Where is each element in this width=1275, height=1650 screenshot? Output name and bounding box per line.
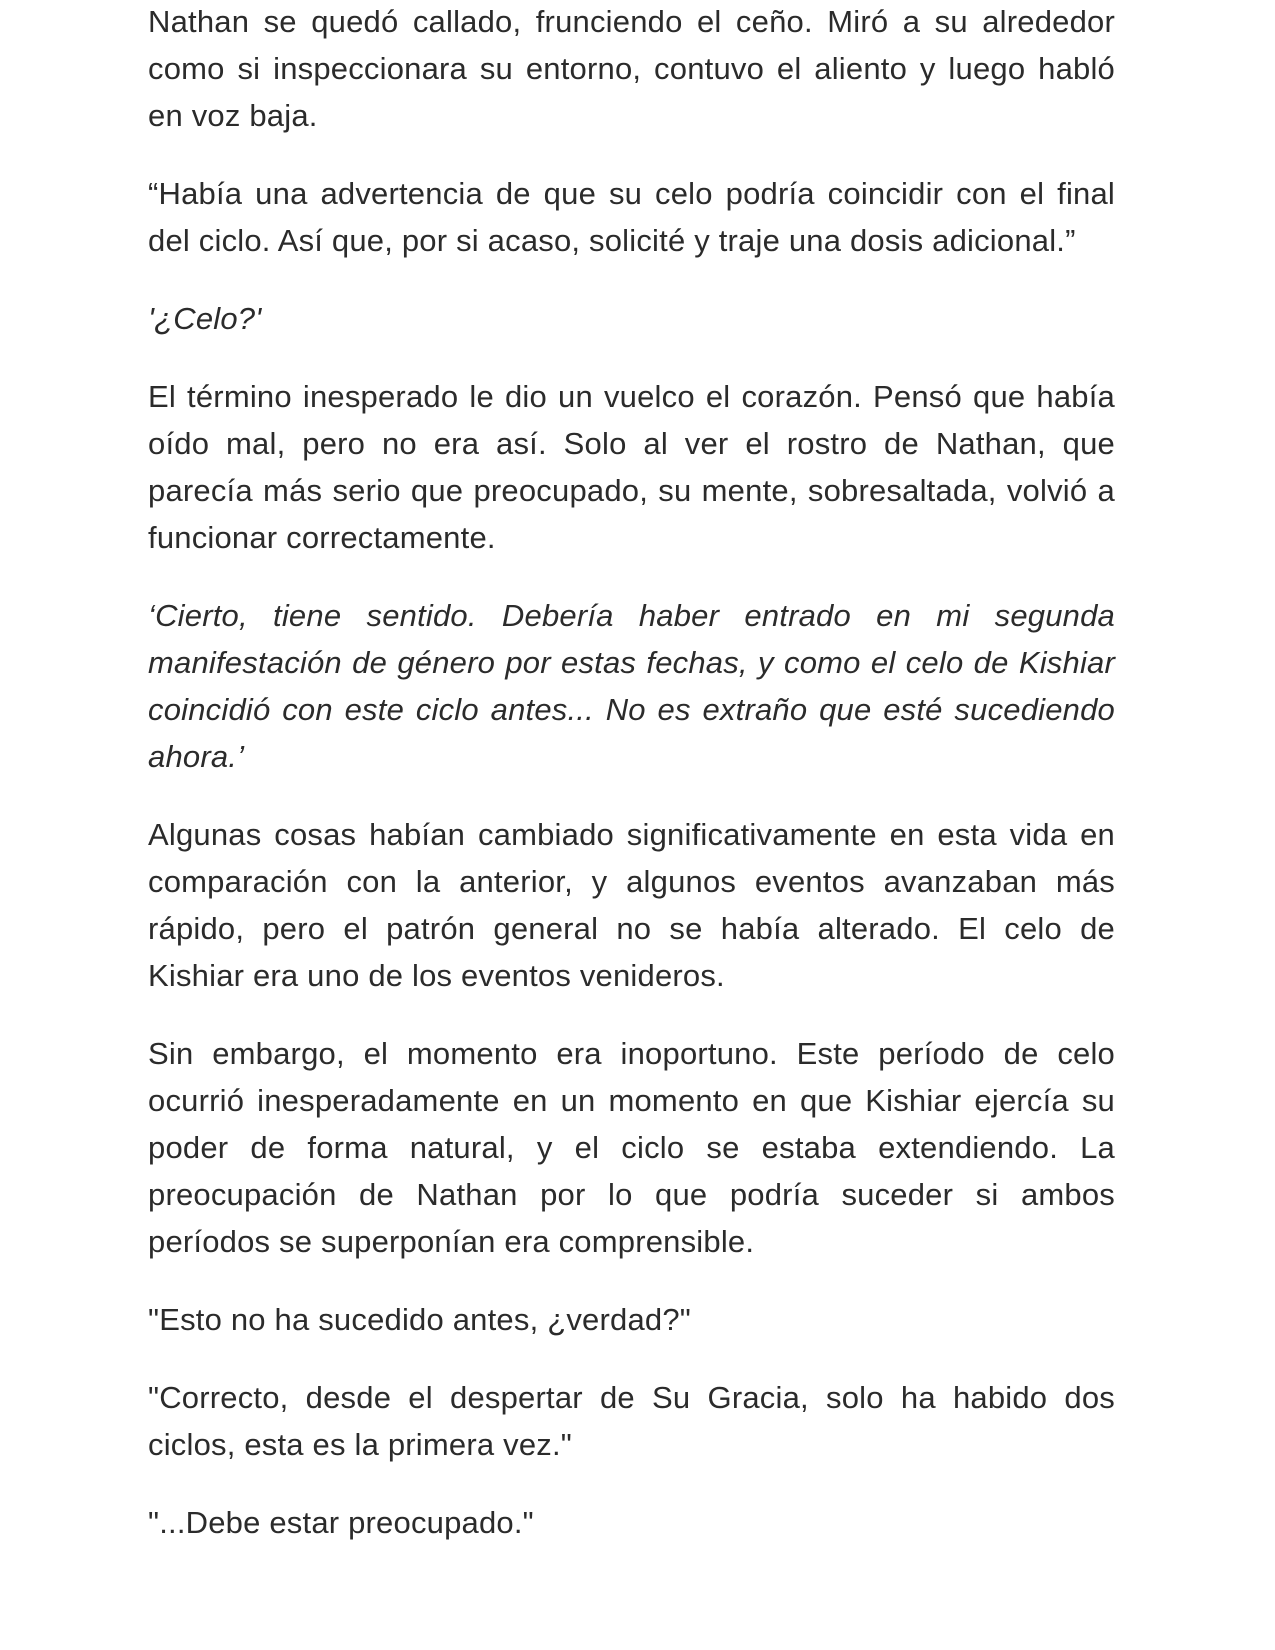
dialogue-paragraph-8: "Esto no ha sucedido antes, ¿verdad?": [148, 1302, 691, 1337]
narration-paragraph-7: Sin embargo, el momento era inoportuno. Este período de celo ocurrió inesperadamente en un momento en que Kishiar ejercía su poder de forma natural, y el ciclo se estaba extendiendo. La preocupación de Nathan por lo que podría suceder si ambos períodos se superponían era comprensible.: [148, 1036, 1115, 1259]
narration-paragraph-1: Nathan se quedó callado, frunciendo el ceño. Miró a su alrededor como si inspeccionara su entorno, contuvo el aliento y luego habló en voz baja.: [148, 4, 1115, 133]
narration-paragraph-4: El término inesperado le dio un vuelco el corazón. Pensó que había oído mal, pero no era así. Solo al ver el rostro de Nathan, que parecía más serio que preocupado, su mente, sobresaltada, volvió a funcionar correctamente.: [148, 379, 1115, 555]
dialogue-paragraph-2: “Había una advertencia de que su celo podría coincidir con el final del ciclo. Así que, por si acaso, solicité y traje una dosis adicional.”: [148, 176, 1115, 258]
thought-paragraph-5: ‘Cierto, tiene sentido. Debería haber entrado en mi segunda manifestación de género por estas fechas, y como el celo de Kishiar coincidió con este ciclo antes... No es extraño que esté sucediendo ahora.’: [148, 598, 1115, 774]
dialogue-paragraph-10: "...Debe estar preocupado.": [148, 1505, 534, 1540]
thought-paragraph-3: '¿Celo?': [148, 301, 262, 336]
narration-paragraph-6: Algunas cosas habían cambiado significativamente en esta vida en comparación con la anterior, y algunos eventos avanzaban más rápido, pero el patrón general no se había alterado. El celo de Kishiar era uno de los eventos venideros.: [148, 817, 1115, 993]
document-page: [148, 0, 1115, 1577]
dialogue-paragraph-9: "Correcto, desde el despertar de Su Gracia, solo ha habido dos ciclos, esta es la primera vez.": [148, 1380, 1115, 1462]
